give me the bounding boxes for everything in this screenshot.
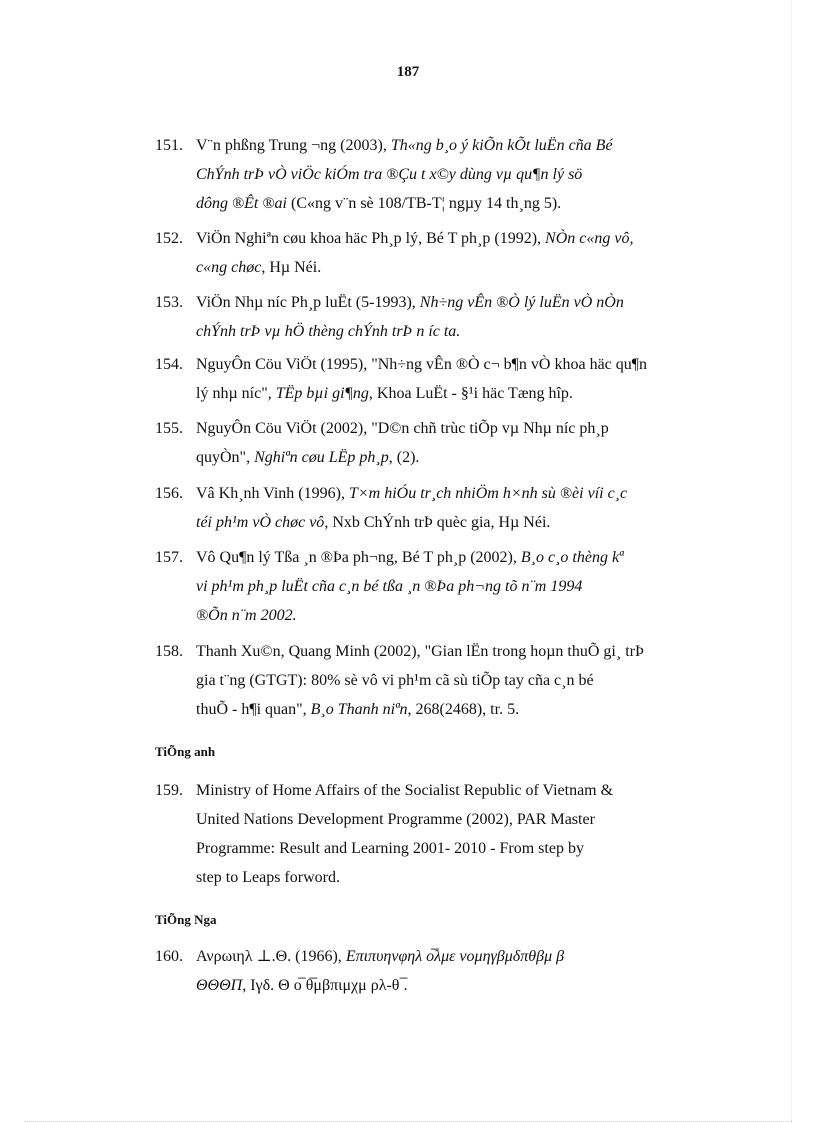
reference-line — [155, 543, 739, 572]
reference-number: 152. — [155, 230, 183, 247]
reference-line — [155, 160, 739, 189]
reference-entry — [155, 414, 739, 472]
reference-line — [155, 637, 739, 666]
reference-number: 156. — [155, 485, 183, 502]
reference-line — [155, 479, 739, 508]
reference-title-italic: B¸o Thanh niªn — [310, 701, 408, 718]
section-heading: TiÕng Nga — [155, 912, 217, 927]
reference-text: ViÖn Nghiªn cøu khoa häc Ph¸p lý, Bé T ph¸p (1992), — [196, 230, 546, 247]
reference-line — [155, 601, 739, 630]
reference-text: quyÒn", — [196, 449, 255, 466]
reference-text: gia t¨ng (GTGT): 80% sè vô vi ph¹m cã sù tiÕp tay cña c¸n bé — [196, 672, 594, 689]
reference-text: United Nations Development Programme (2002), PAR Master — [196, 811, 595, 828]
reference-line — [155, 288, 739, 317]
reference-text: (C«ng v¨n sè 108/TB-T¦ ngµy 14 th¸ng 5). — [286, 195, 562, 212]
reference-text: , Nxb ChÝnh trÞ quèc gia, Hµ Néi. — [324, 514, 551, 531]
reference-text: V¨n phßng Trung ¬ng (2003), — [196, 137, 391, 154]
reference-number: 160. — [155, 948, 183, 965]
reference-title-italic: TËp bµi gi¶ng — [275, 385, 369, 402]
reference-line — [155, 666, 739, 695]
reference-line — [155, 414, 739, 443]
reference-line — [155, 863, 739, 892]
reference-line — [155, 776, 739, 805]
reference-title-italic: ΘΘΘΠ — [196, 977, 243, 994]
section-heading: TiÕng anh — [155, 744, 216, 759]
reference-entry — [155, 776, 739, 892]
reference-line — [155, 572, 739, 601]
reference-line — [155, 224, 739, 253]
reference-line — [155, 317, 739, 346]
reference-line — [155, 379, 739, 408]
reference-number: 159. — [155, 782, 183, 799]
reference-entry — [155, 942, 739, 1000]
reference-text: NguyÔn Cöu ViÖt (2002), "D©n chñ trùc tiÕp vµ Nhµ níc ph¸p — [196, 420, 609, 437]
reference-title-italic: T×m hiÓu tr¸ch nhiÖm h×nh sù ®èi víi c¸c — [348, 485, 628, 502]
reference-entry — [155, 543, 739, 630]
reference-entry — [155, 288, 739, 346]
reference-text: , Khoa LuËt - §¹i häc Tæng hîp. — [368, 385, 573, 402]
reference-text: ViÖn Nhµ níc Ph¸p luËt (5-1993), — [196, 294, 420, 311]
reference-number: 153. — [155, 294, 183, 311]
reference-text: , Ιγδ. Θ ο̅ θ̅μβπιμχμ ρλ-θ ̅. — [242, 977, 408, 994]
reference-title-italic: NÒn c«ng vô, — [545, 230, 634, 247]
reference-text: , 268(2468), tr. 5. — [407, 701, 520, 718]
bottom-margin-rule — [24, 1121, 792, 1122]
reference-entry — [155, 350, 739, 408]
reference-number: 158. — [155, 643, 183, 660]
reference-text: thuÕ - h¶i quan", — [196, 701, 311, 718]
reference-title-italic: dông ®Êt ®ai — [196, 195, 287, 212]
reference-entry — [155, 479, 739, 537]
reference-text: , Hµ Néi. — [261, 259, 322, 276]
reference-text: Ανρωιηλ ⊥.Θ. (1966), — [196, 948, 346, 965]
reference-entry — [155, 637, 739, 724]
reference-line — [155, 695, 739, 724]
reference-line — [155, 131, 739, 160]
reference-text: Ministry of Home Affairs of the Socialist Republic of Vietnam & — [196, 782, 614, 799]
reference-line — [155, 805, 739, 834]
reference-text: Thanh Xu©n, Quang Minh (2002), "Gian lËn trong hoµn thuÕ gi¸ trÞ — [196, 643, 644, 660]
reference-title-italic: Nghiªn cøu LËp ph¸p — [254, 449, 389, 466]
right-margin-rule — [791, 0, 792, 1123]
reference-entry — [155, 224, 739, 282]
reference-line — [155, 443, 739, 472]
reference-line — [155, 942, 739, 971]
reference-text: Vô Qu¶n lý Tßa ¸n ®Þa ph¬ng, Bé T ph¸p (2002), — [196, 549, 521, 566]
reference-line — [155, 253, 739, 282]
reference-text: , (2). — [388, 449, 420, 466]
reference-title-italic: c«ng chøc — [196, 259, 262, 276]
reference-title-italic: ChÝnh trÞ vÒ viÖc kiÓm tra ®Çu t x©y dùng vµ qu¶n lý sö — [196, 166, 583, 183]
reference-title-italic: Επιπυηνφηλ ο̅λμε νομηγβμδπθβμ β — [345, 948, 565, 965]
reference-text: lý nhµ níc", — [196, 385, 276, 402]
reference-entry — [155, 131, 739, 218]
page-number: 187 — [396, 64, 420, 80]
reference-text: Programme: Result and Learning 2001- 2010 - From step by — [196, 840, 584, 857]
reference-line — [155, 350, 739, 379]
reference-number: 155. — [155, 420, 183, 437]
reference-text: NguyÔn Cöu ViÖt (1995), "Nh÷ng vÊn ®Ò c¬ b¶n vÒ khoa häc qu¶n — [196, 356, 648, 373]
reference-title-italic: ®Õn n¨m 2002. — [196, 607, 297, 624]
reference-number: 154. — [155, 356, 183, 373]
reference-line — [155, 834, 739, 863]
reference-title-italic: vi ph¹m ph¸p luËt cña c¸n bé tßa ¸n ®Þa ph¬ng tõ n¨m 1994 — [196, 578, 583, 595]
reference-title-italic: téi ph¹m vÒ chøc vô — [196, 514, 325, 531]
reference-text: step to Leaps forword. — [196, 869, 340, 886]
reference-title-italic: Th«ng b¸o ý kiÕn kÕt luËn cña Bé — [390, 137, 613, 154]
reference-number: 151. — [155, 137, 183, 154]
reference-line — [155, 189, 739, 218]
reference-title-italic: Nh÷ng vÊn ®Ò lý luËn vÒ nÒn — [419, 294, 624, 311]
reference-text: Vâ Kh¸nh Vinh (1996), — [196, 485, 349, 502]
reference-line — [155, 508, 739, 537]
reference-line — [155, 971, 739, 1000]
reference-title-italic: B¸o c¸o thèng kª — [520, 549, 624, 566]
reference-title-italic: chÝnh trÞ vµ hÖ thèng chÝnh trÞ n íc ta. — [196, 323, 461, 340]
reference-number: 157. — [155, 549, 183, 566]
